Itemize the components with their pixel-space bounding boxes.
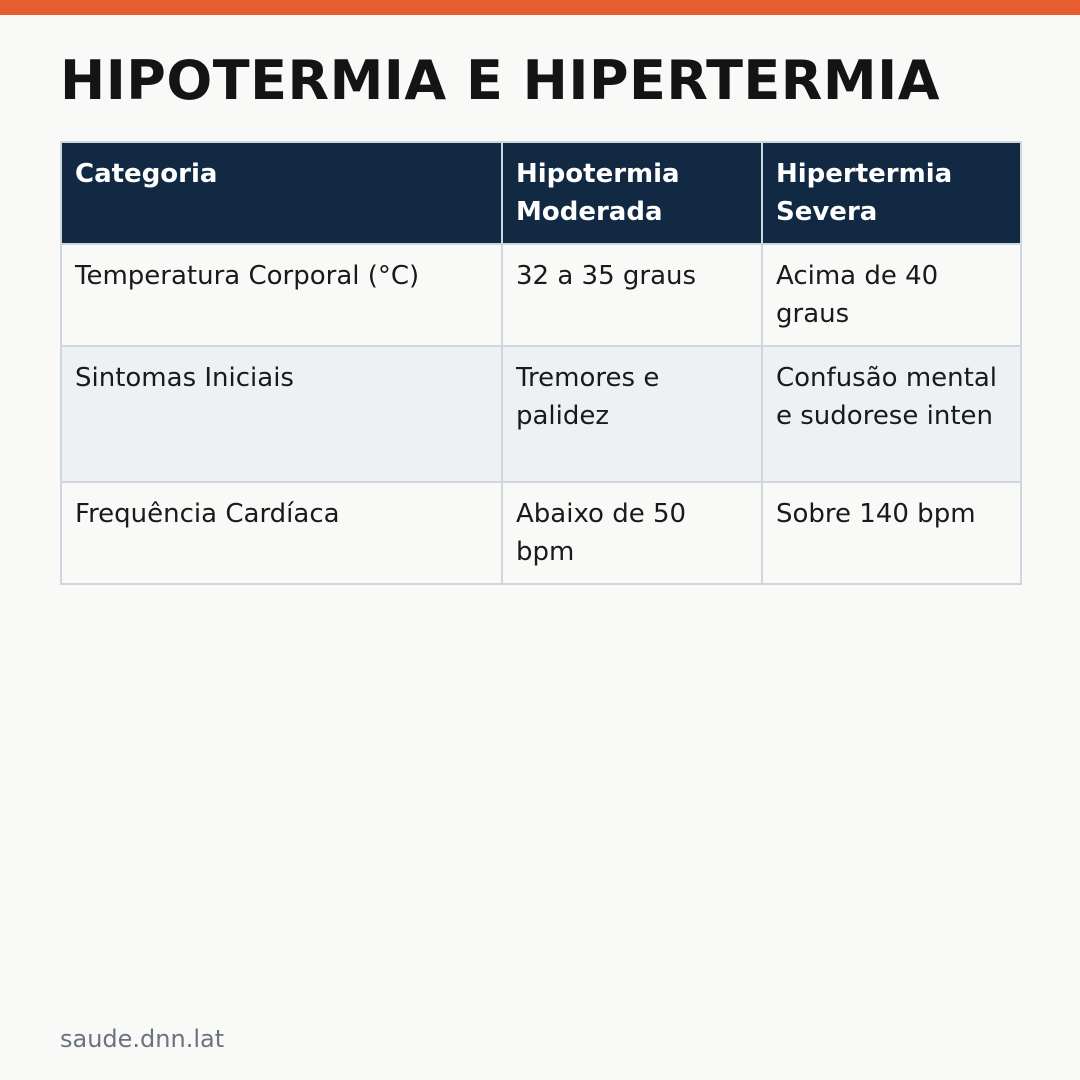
table-cell-hyperthermia: Sobre 140 bpm: [762, 482, 1021, 584]
table-cell-hypothermia: 32 a 35 graus: [502, 244, 762, 346]
accent-top-bar: [0, 0, 1080, 15]
table-cell-hyperthermia: Acima de 40 graus: [762, 244, 1021, 346]
column-header-hipotermia: Hipotermia Moderada: [502, 142, 762, 244]
footer-site-url: saude.dnn.lat: [60, 1025, 225, 1053]
table-row: [61, 244, 1021, 346]
table-cell-category: Sintomas Iniciais: [61, 346, 502, 482]
comparison-table: [60, 141, 1022, 585]
column-header-categoria: Categoria: [61, 142, 502, 244]
table-cell-category: Frequência Cardíaca: [61, 482, 502, 584]
column-header-hipertermia: Hipertermia Severa: [762, 142, 1021, 244]
table-row: [61, 346, 1021, 482]
table-cell-category: Temperatura Corporal (°C): [61, 244, 502, 346]
table-cell-hypothermia: Tremores e palidez: [502, 346, 762, 482]
table-cell-hypothermia: Abaixo de 50 bpm: [502, 482, 762, 584]
page-title: HIPOTERMIA E HIPERTERMIA: [60, 49, 941, 112]
table-header-row: [61, 142, 1021, 244]
table-cell-hyperthermia: Confusão mental e sudorese inten: [762, 346, 1021, 482]
table-row: [61, 482, 1021, 584]
